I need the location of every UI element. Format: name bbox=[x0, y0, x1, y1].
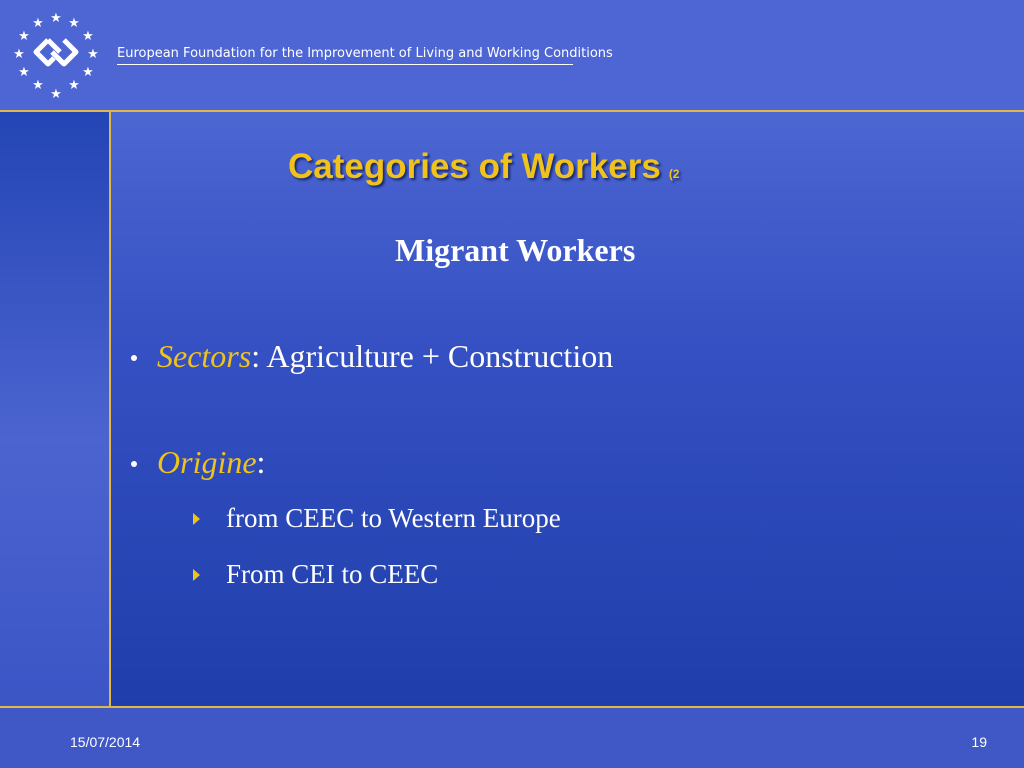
svg-text:★: ★ bbox=[82, 29, 94, 44]
svg-text:★: ★ bbox=[68, 16, 80, 31]
footer-bar bbox=[0, 708, 1024, 768]
slide-title bbox=[288, 147, 679, 187]
page-number: 19 bbox=[971, 734, 987, 750]
svg-text:★: ★ bbox=[50, 87, 62, 102]
svg-text:★: ★ bbox=[32, 78, 44, 93]
slide-title-suffix: (2 bbox=[668, 167, 680, 181]
footer-date: 15/07/2014 bbox=[70, 734, 141, 750]
svg-text:★: ★ bbox=[87, 47, 99, 62]
eurofound-logo-icon bbox=[8, 6, 104, 102]
svg-text:★: ★ bbox=[18, 29, 30, 44]
svg-text:★: ★ bbox=[68, 78, 80, 93]
svg-text:★: ★ bbox=[18, 65, 30, 80]
sub-bullet-ceec-western bbox=[193, 503, 561, 534]
sub-bullet-text: From CEI to CEEC bbox=[226, 559, 439, 589]
bullet-key: Sectors bbox=[157, 338, 252, 374]
organization-name: European Foundation for the Improvement of Living and Working Conditions bbox=[117, 46, 613, 61]
left-panel bbox=[0, 112, 109, 706]
bullet-dot-icon bbox=[131, 461, 137, 467]
bullet-sectors bbox=[131, 338, 613, 375]
svg-text:★: ★ bbox=[82, 65, 94, 80]
link-symbol-icon bbox=[36, 40, 76, 64]
slide-subtitle: Migrant Workers bbox=[395, 232, 636, 268]
bullet-dot-icon bbox=[131, 355, 137, 361]
organization-underline bbox=[117, 64, 573, 65]
sub-bullet-text: from CEEC to Western Europe bbox=[226, 503, 561, 533]
slide-title-text: Categories of Workers bbox=[288, 147, 661, 186]
triangle-right-icon bbox=[193, 569, 200, 581]
svg-text:★: ★ bbox=[32, 16, 44, 31]
svg-text:★: ★ bbox=[50, 11, 62, 26]
bullet-text: : bbox=[256, 444, 266, 480]
bullet-text: : Agriculture + Construction bbox=[251, 338, 614, 374]
sub-bullet-cei-ceec bbox=[193, 559, 438, 590]
triangle-right-icon bbox=[193, 513, 200, 525]
bullet-key: Origine bbox=[157, 444, 257, 480]
bullet-origine bbox=[131, 444, 265, 481]
content-area bbox=[111, 112, 1024, 706]
svg-text:★: ★ bbox=[13, 47, 25, 62]
